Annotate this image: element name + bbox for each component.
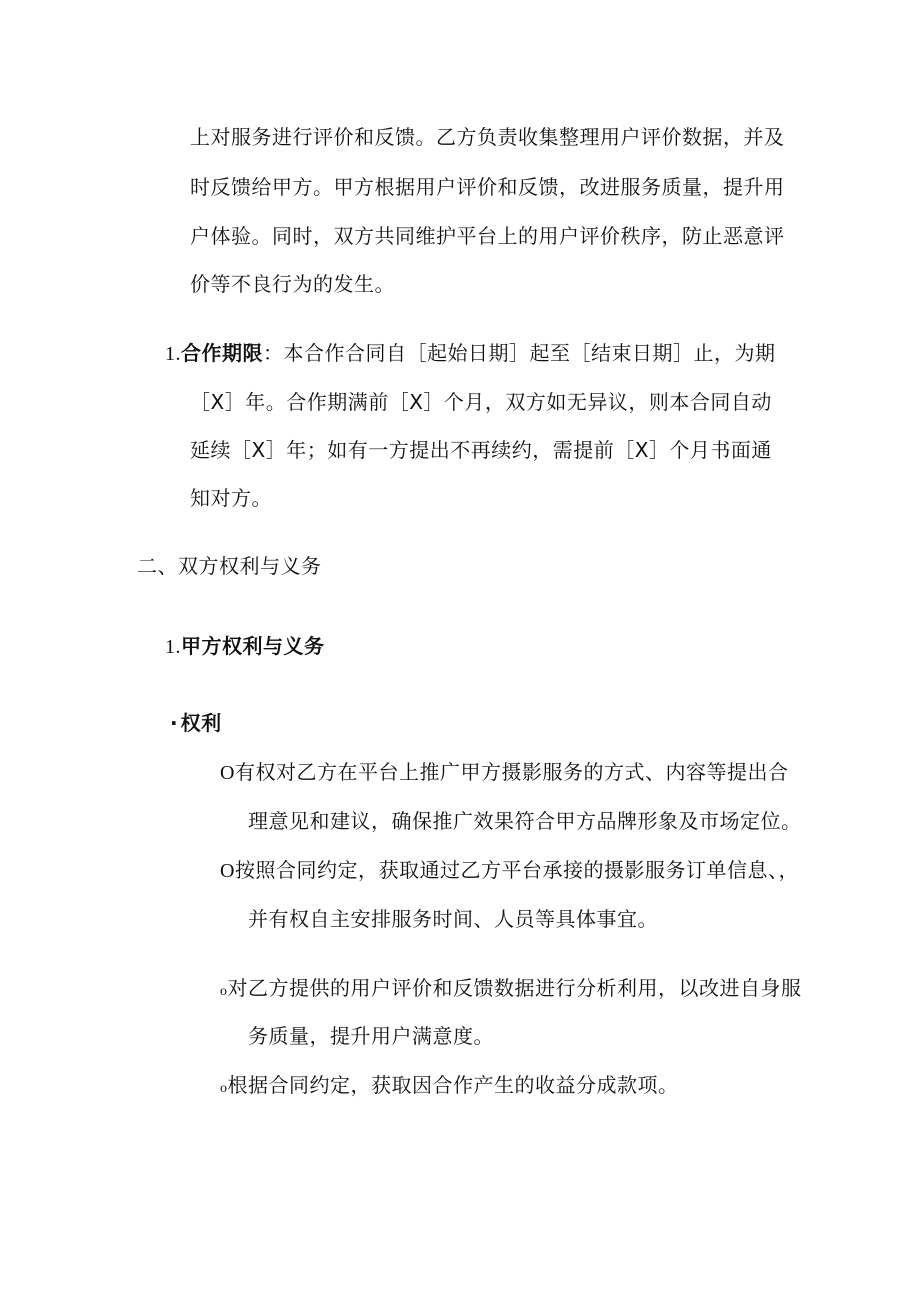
- rights-item-1-line-1: [220, 758, 788, 787]
- term-clause-line-4: 知对方。: [190, 486, 272, 510]
- intro-line-4: 价等不良行为的发生。: [190, 272, 395, 296]
- term-clause-first-line-text: ：本合作合同自［起始日期］起至［结束日期］止，为期: [263, 341, 776, 365]
- section-two-title: 二、双方权利与义务: [137, 554, 322, 578]
- rights-item-text: 对乙方提供的用户评价和反馈数据进行分析利用，以改进自身服: [227, 976, 802, 1000]
- rights-item-2-line-2: 并有权自主安排服务时间、人员等具体事宜。: [248, 907, 658, 931]
- term-clause-number: 1.: [165, 343, 181, 365]
- list-marker: O: [220, 762, 235, 784]
- rights-heading: [170, 709, 222, 737]
- intro-line-3: 户体验。同时，双方共同维护平台上的用户评价秩序，防止恶意评: [190, 224, 785, 248]
- list-marker: o: [220, 1081, 228, 1096]
- list-marker: o: [220, 984, 228, 999]
- list-marker: O: [220, 860, 235, 882]
- rights-item-4-line-1: [220, 1071, 679, 1103]
- intro-line-1: 上对服务进行评价和反馈。乙方负责收集整理用户评价数据，并及: [190, 125, 785, 149]
- party-a-heading-text: 甲方权利与义务: [181, 634, 325, 658]
- intro-line-2: 时反馈给甲方。甲方根据用户评价和反馈，改进服务质量，提升用: [190, 175, 785, 199]
- rights-item-3-line-1: [220, 974, 802, 1006]
- rights-item-text: 有权对乙方在平台上推广甲方摄影服务的方式、内容等提出合: [234, 760, 789, 784]
- party-a-number: 1.: [165, 636, 181, 658]
- rights-item-1-line-2: 理意见和建议，确保推广效果符合甲方品牌形象及市场定位。: [248, 809, 802, 833]
- term-clause-heading: 合作期限: [181, 341, 263, 365]
- term-clause-line-3: 延续［X］年；如有一方提出不再续约，需提前［X］个月书面通: [190, 438, 772, 462]
- rights-item-text: 根据合同约定，获取因合作产生的收益分成款项。: [227, 1073, 679, 1097]
- rights-item-2-line-1: [220, 856, 799, 885]
- rights-heading-text: 权利: [180, 711, 222, 735]
- term-clause-line-2: ［X］年。合作期满前［X］个月，双方如无异议，则本合同自动: [190, 390, 772, 414]
- term-clause-first-line: [165, 339, 776, 368]
- rights-bullet: ·: [170, 711, 179, 735]
- rights-item-3-line-2: 务质量，提升用户满意度。: [248, 1024, 494, 1048]
- rights-item-text: 按照合同约定，获取通过乙方平台承接的摄影服务订单信息、，: [234, 858, 799, 882]
- party-a-heading: [165, 632, 325, 661]
